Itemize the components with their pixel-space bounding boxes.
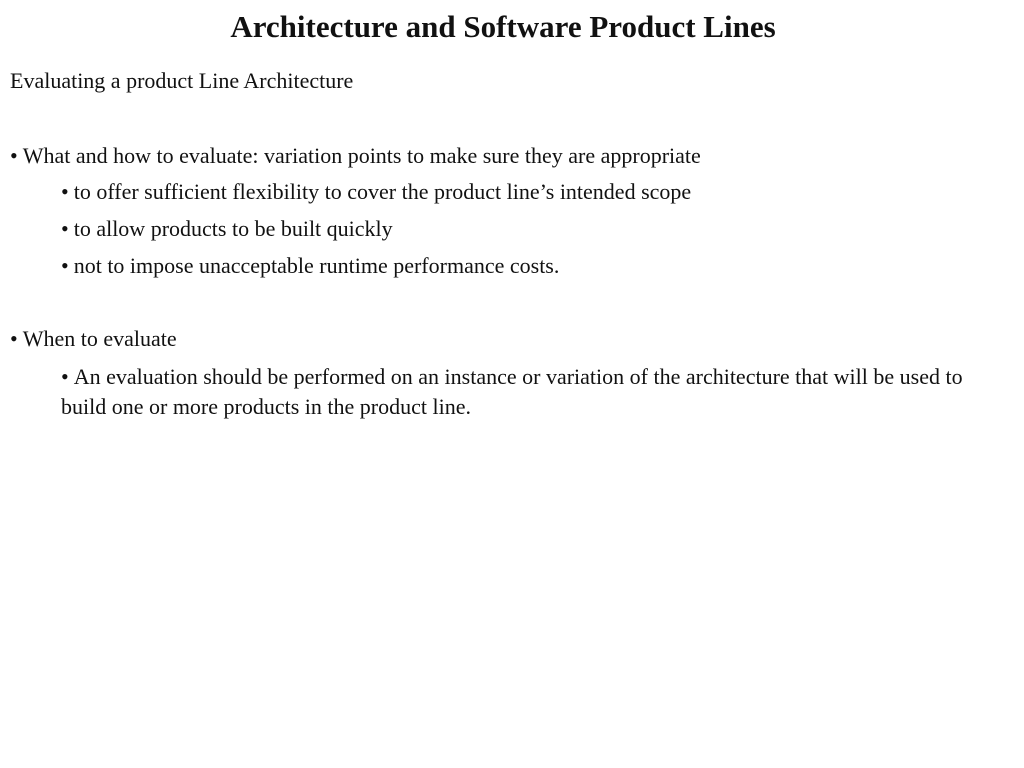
bullet-text: to offer sufficient flexibility to cover the product line’s intended scope (73, 179, 692, 204)
bullet-text: not to impose unacceptable runtime performance costs. (73, 253, 560, 278)
bullet-text: An evaluation should be performed on an instance or variation of the architecture that will be used to build one or more products in the product line. (61, 364, 963, 419)
slide-title: Architecture and Software Product Lines (230, 9, 776, 44)
sub-bullet-performance (61, 251, 559, 281)
sub-bullet-flexibility (61, 177, 691, 207)
slide-subtitle: Evaluating a product Line Architecture (10, 68, 354, 93)
section-heading-when (10, 324, 177, 354)
sub-bullet-quick-build (61, 214, 393, 244)
bullet-marker: • (10, 143, 18, 168)
bullet-marker: • (61, 253, 69, 278)
bullet-marker: • (61, 216, 69, 241)
bullet-marker: • (61, 179, 69, 204)
bullet-marker: • (61, 364, 69, 389)
sub-bullet-evaluation-instance (61, 362, 966, 422)
bullet-text: What and how to evaluate: variation points to make sure they are appropriate (22, 143, 701, 168)
bullet-text: When to evaluate (22, 326, 177, 351)
bullet-marker: • (10, 326, 18, 351)
section-heading-what-how (10, 141, 701, 171)
bullet-text: to allow products to be built quickly (73, 216, 393, 241)
